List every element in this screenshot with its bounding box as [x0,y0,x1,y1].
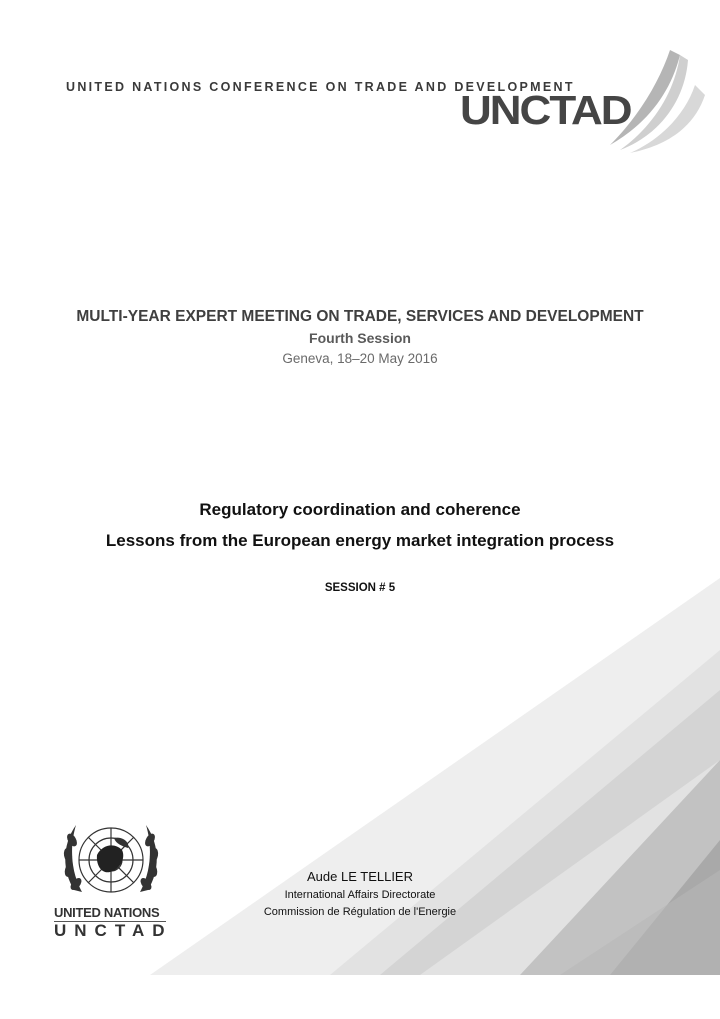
unctad-swoosh-icon [600,45,720,155]
un-unctad-label: UNCTAD [54,921,173,940]
org-header: UNITED NATIONS CONFERENCE ON TRADE AND DEVELOPMENT [66,80,575,94]
un-emblem-icon [52,810,170,910]
author-name: Aude LE TELLIER [307,869,413,884]
document-title [0,494,720,556]
meeting-session: Fourth Session [309,330,411,346]
document-title-line2: Lessons from the European energy market integration process [105,531,615,550]
meeting-title: MULTI-YEAR EXPERT MEETING ON TRADE, SERVICES AND DEVELOPMENT [76,308,644,325]
author-affiliation-commission: Commission de Régulation de l'Energie [263,906,457,918]
author-affiliation-directorate: International Affairs Directorate [284,889,436,901]
meeting-venue-date: Geneva, 18–20 May 2016 [282,351,438,366]
document-title-line1: Regulatory coordination and coherence [199,500,521,519]
session-number: SESSION # 5 [324,582,396,594]
un-name-label: UNITED NATIONS [54,905,160,920]
unctad-logo-text: UNCTAD [460,88,631,134]
